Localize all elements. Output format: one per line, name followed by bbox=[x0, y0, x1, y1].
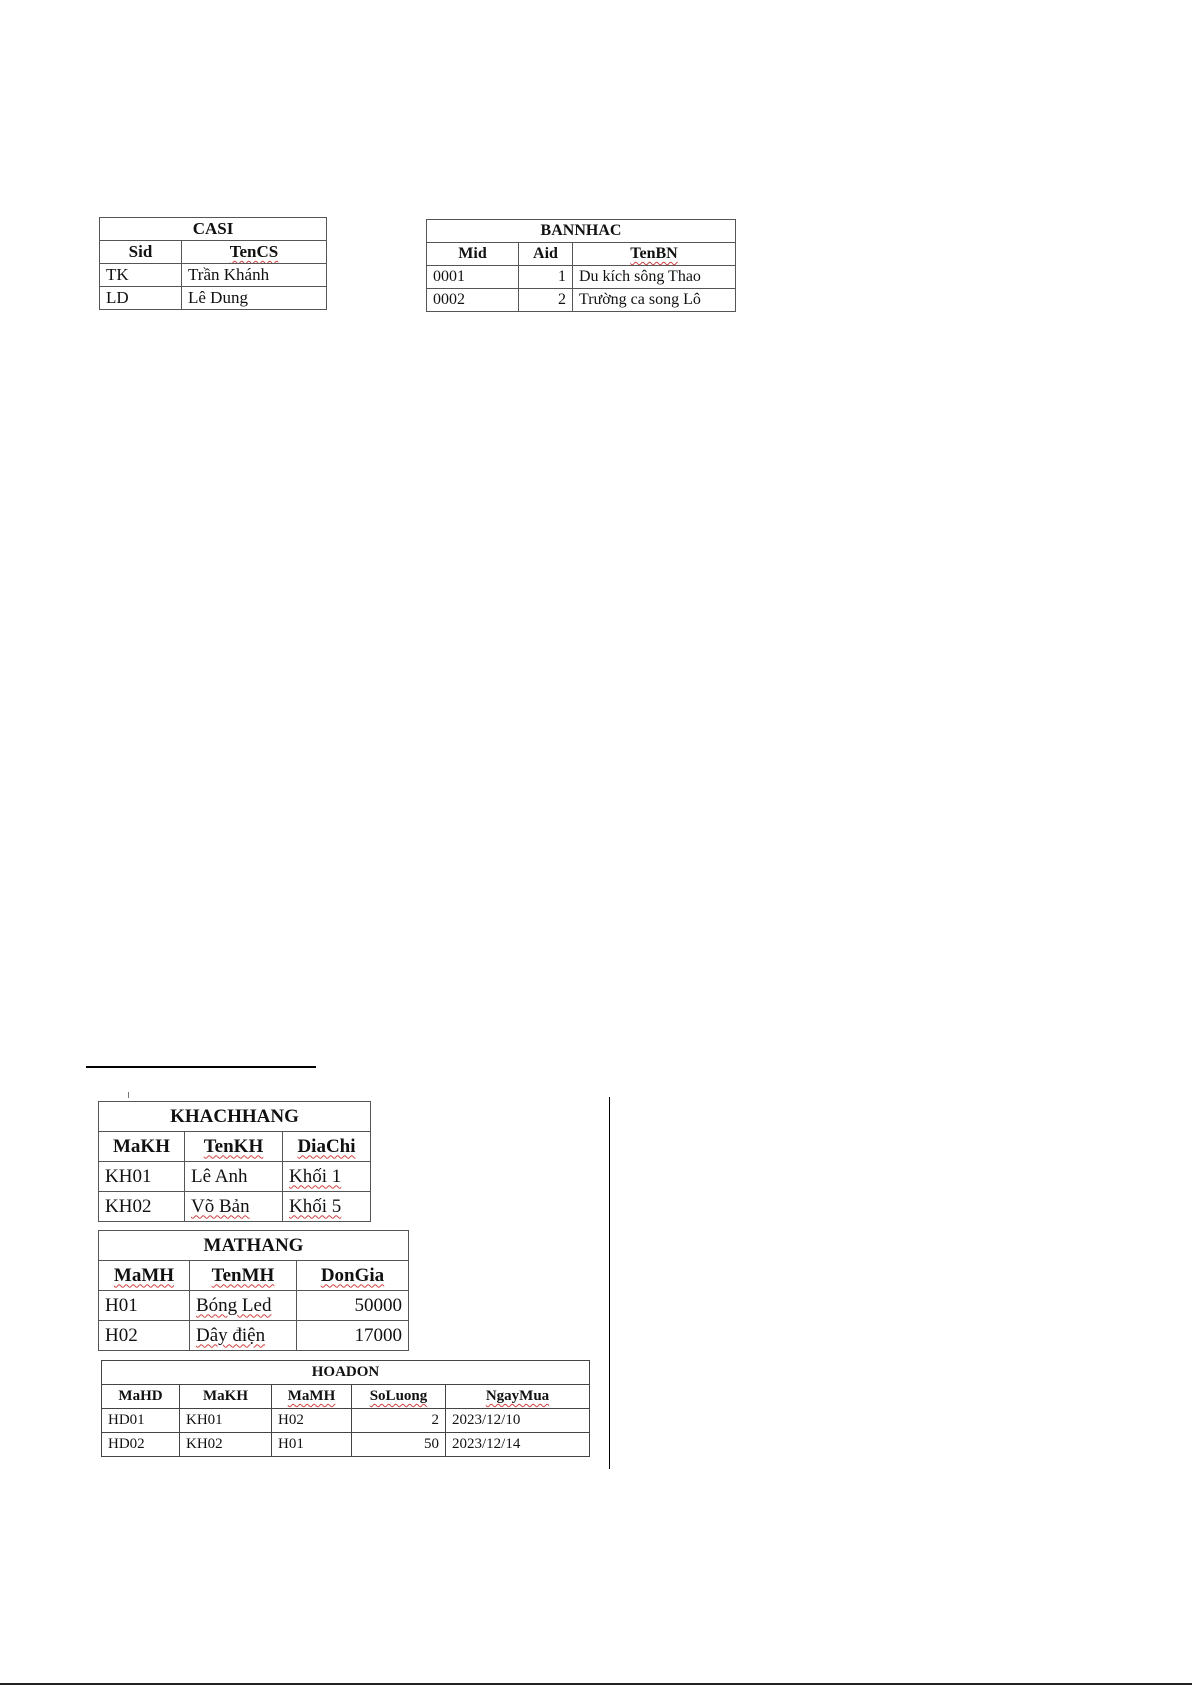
column-header: MaMH bbox=[272, 1385, 352, 1409]
table-cell: 2023/12/14 bbox=[446, 1433, 590, 1457]
casi-table bbox=[99, 217, 327, 310]
table-title: KHACHHANG bbox=[99, 1102, 371, 1132]
table-row bbox=[99, 1162, 371, 1192]
cursor-mark bbox=[128, 1092, 129, 1098]
table-cell: KH01 bbox=[180, 1409, 272, 1433]
table-cell: 1 bbox=[519, 266, 573, 289]
table-row bbox=[102, 1409, 590, 1433]
column-header: MaHD bbox=[102, 1385, 180, 1409]
column-header: TenKH bbox=[185, 1132, 283, 1162]
table-row bbox=[100, 264, 327, 287]
table-cell: KH01 bbox=[99, 1162, 185, 1192]
column-header: MaKH bbox=[99, 1132, 185, 1162]
table-cell: Khối 5 bbox=[283, 1192, 371, 1222]
table-cell: Du kích sông Thao bbox=[573, 266, 736, 289]
table-cell: Trường ca song Lô bbox=[573, 289, 736, 312]
table-cell: HD01 bbox=[102, 1409, 180, 1433]
table-cell: 2023/12/10 bbox=[446, 1409, 590, 1433]
column-header: NgayMua bbox=[446, 1385, 590, 1409]
table-row bbox=[427, 289, 736, 312]
table-cell: 50 bbox=[352, 1433, 446, 1457]
table-cell: Trần Khánh bbox=[182, 264, 327, 287]
table-cell: Lê Dung bbox=[182, 287, 327, 310]
table-cell: Lê Anh bbox=[185, 1162, 283, 1192]
table-cell: 17000 bbox=[297, 1321, 409, 1351]
table-cell: 2 bbox=[352, 1409, 446, 1433]
column-header: MaMH bbox=[99, 1261, 190, 1291]
table-row bbox=[100, 287, 327, 310]
table-cell: 0002 bbox=[427, 289, 519, 312]
column-header: SoLuong bbox=[352, 1385, 446, 1409]
table-cell: 50000 bbox=[297, 1291, 409, 1321]
table-title: MATHANG bbox=[99, 1231, 409, 1261]
table-cell: TK bbox=[100, 264, 182, 287]
table-row bbox=[99, 1321, 409, 1351]
table-cell: HD02 bbox=[102, 1433, 180, 1457]
table-title: CASI bbox=[100, 218, 327, 241]
column-header: DonGia bbox=[297, 1261, 409, 1291]
column-header: Sid bbox=[100, 241, 182, 264]
column-header: TenMH bbox=[190, 1261, 297, 1291]
table-cell: Khối 1 bbox=[283, 1162, 371, 1192]
hoadon-table bbox=[101, 1360, 590, 1457]
bannhac-table bbox=[426, 219, 736, 312]
column-header: MaKH bbox=[180, 1385, 272, 1409]
table-row bbox=[102, 1433, 590, 1457]
table-cell: H02 bbox=[99, 1321, 190, 1351]
table-cell: KH02 bbox=[180, 1433, 272, 1457]
table-title: BANNHAC bbox=[427, 220, 736, 243]
table-row bbox=[99, 1291, 409, 1321]
table-cell: Bóng Led bbox=[190, 1291, 297, 1321]
column-header: TenCS bbox=[182, 241, 327, 264]
column-divider bbox=[609, 1097, 610, 1469]
column-header: Mid bbox=[427, 243, 519, 266]
khachhang-table bbox=[98, 1101, 371, 1222]
table-cell: H02 bbox=[272, 1409, 352, 1433]
table-row bbox=[427, 266, 736, 289]
column-header: TenBN bbox=[573, 243, 736, 266]
table-cell: H01 bbox=[272, 1433, 352, 1457]
section-heading-rule bbox=[86, 1066, 316, 1068]
table-cell: 0001 bbox=[427, 266, 519, 289]
mathang-table bbox=[98, 1230, 409, 1351]
table-title: HOADON bbox=[102, 1361, 590, 1385]
table-cell: 2 bbox=[519, 289, 573, 312]
table-row bbox=[99, 1192, 371, 1222]
table-cell: Dây điện bbox=[190, 1321, 297, 1351]
table-cell: LD bbox=[100, 287, 182, 310]
column-header: DiaChi bbox=[283, 1132, 371, 1162]
table-cell: Võ Bản bbox=[185, 1192, 283, 1222]
column-header: Aid bbox=[519, 243, 573, 266]
table-cell: H01 bbox=[99, 1291, 190, 1321]
table-cell: KH02 bbox=[99, 1192, 185, 1222]
